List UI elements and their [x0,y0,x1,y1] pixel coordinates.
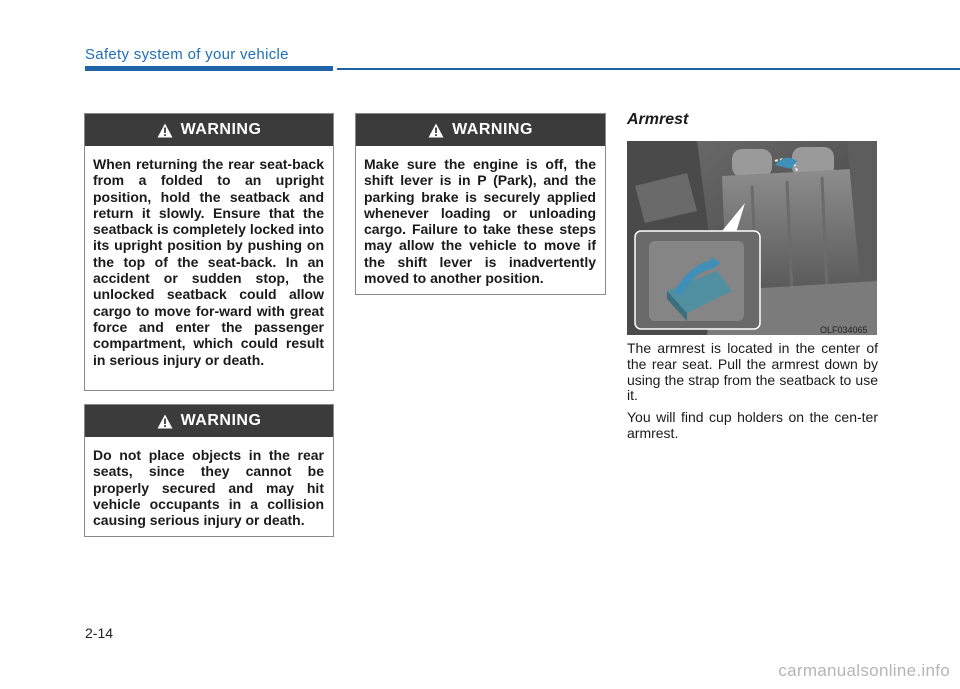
warning-triangle-icon [157,414,173,429]
armrest-illustration [627,141,877,335]
warning-label: WARNING [452,121,533,138]
warning-text: Do not place objects in the rear seats, since they cannot be properly secured and may hit vehicle occupants in a collision causing serious injury or death. [93,447,324,529]
paragraph: You will find cup holders on the cen-ter armrest. [627,409,878,441]
warning-label: WARNING [180,121,262,138]
warning-header [85,114,333,146]
warning-box-rear-seat-objects [84,404,334,537]
header-rule [337,68,960,70]
armrest-heading: Armrest [627,111,689,128]
warning-text: Make sure the engine is off, the shift lever is in P (Park), and the parking brake is securely applied whenever loading or unloading cargo. Failure to take these steps may allow the vehicle to move if the shift lever is inadvertently moved to another position. [364,156,596,287]
warning-box-seatback [84,113,334,391]
paragraph: The armrest is located in the center of the rear seat. Pull the armrest down by using the strap from the seatback to use it. [627,340,878,404]
rear-seat-photo [627,141,877,335]
section-header-title: Safety system of your vehicle [85,46,289,63]
header-rule-accent [85,66,333,71]
warning-header [356,114,605,146]
armrest-description [627,341,878,448]
image-code: OLF034065 [820,325,868,335]
warning-triangle-icon [428,123,444,138]
watermark: carmanualsonline.info [778,661,950,680]
warning-box-loading-cargo [355,113,606,295]
warning-label: WARNING [180,412,262,429]
page-number: 2-14 [85,625,114,641]
warning-triangle-icon [157,123,173,138]
warning-text: When returning the rear seat-back from a folded to an upright position, hold the seatback and return it slowly. Ensure that the seatback is completely locked into its upright position by pushing on the top of the seat-back. In an accident or sudden stop, the unlocked seatback could allow cargo to move for-ward with great force and enter the passenger compartment, which could result in serious injury or death. [93,156,324,368]
warning-header [85,405,333,437]
